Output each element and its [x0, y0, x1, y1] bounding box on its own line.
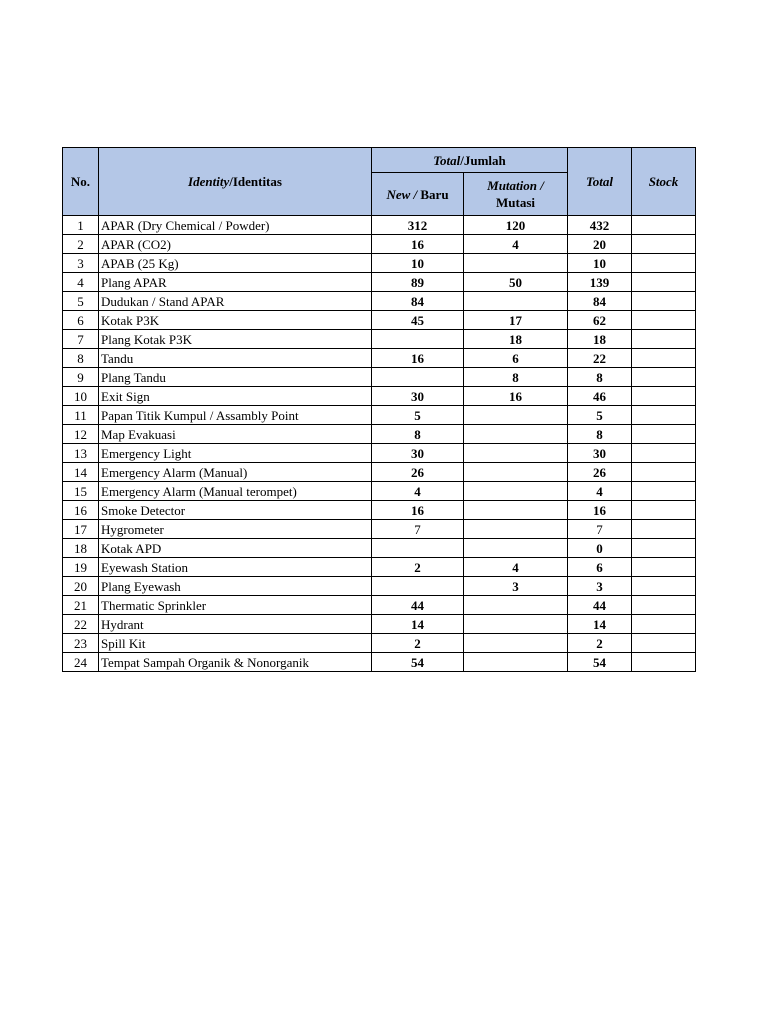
table-row [63, 368, 696, 387]
cell-baru: 14 [372, 615, 464, 634]
cell-mutasi: 4 [464, 235, 568, 254]
cell-no: 24 [63, 653, 99, 672]
cell-no: 13 [63, 444, 99, 463]
table-row [63, 254, 696, 273]
cell-identity: APAR (Dry Chemical / Powder) [99, 216, 372, 235]
table-row [63, 387, 696, 406]
cell-baru: 4 [372, 482, 464, 501]
table-row [63, 653, 696, 672]
cell-stock [632, 634, 696, 653]
cell-total: 62 [568, 311, 632, 330]
header-total-jumlah [372, 148, 568, 173]
header-new-rest: Baru [417, 186, 449, 202]
cell-no: 10 [63, 387, 99, 406]
cell-no: 21 [63, 596, 99, 615]
cell-baru: 44 [372, 596, 464, 615]
cell-no: 6 [63, 311, 99, 330]
table-row [63, 615, 696, 634]
cell-mutasi [464, 634, 568, 653]
table-row [63, 539, 696, 558]
cell-no: 15 [63, 482, 99, 501]
cell-identity: Tempat Sampah Organik & Nonorganik [99, 653, 372, 672]
cell-baru: 54 [372, 653, 464, 672]
cell-no: 17 [63, 520, 99, 539]
cell-total: 14 [568, 615, 632, 634]
cell-total: 20 [568, 235, 632, 254]
cell-no: 1 [63, 216, 99, 235]
header-group-rest: /Jumlah [460, 152, 506, 168]
table-row [63, 349, 696, 368]
cell-total: 44 [568, 596, 632, 615]
cell-baru: 5 [372, 406, 464, 425]
cell-mutasi [464, 292, 568, 311]
cell-identity: Thermatic Sprinkler [99, 596, 372, 615]
cell-mutasi [464, 254, 568, 273]
header-group-italic: Total [433, 152, 461, 168]
cell-identity: Emergency Light [99, 444, 372, 463]
cell-mutasi [464, 482, 568, 501]
cell-total: 10 [568, 254, 632, 273]
cell-total: 54 [568, 653, 632, 672]
cell-stock [632, 577, 696, 596]
cell-mutasi [464, 596, 568, 615]
table-row [63, 311, 696, 330]
cell-baru: 89 [372, 273, 464, 292]
cell-no: 20 [63, 577, 99, 596]
cell-stock [632, 539, 696, 558]
cell-mutasi [464, 539, 568, 558]
header-row-top [63, 148, 696, 173]
cell-no: 16 [63, 501, 99, 520]
cell-baru [372, 330, 464, 349]
table-row [63, 501, 696, 520]
cell-stock [632, 330, 696, 349]
table-row [63, 425, 696, 444]
cell-no: 8 [63, 349, 99, 368]
header-stock: Stock [632, 148, 696, 216]
cell-identity: Exit Sign [99, 387, 372, 406]
table-row [63, 596, 696, 615]
cell-baru: 84 [372, 292, 464, 311]
cell-total: 5 [568, 406, 632, 425]
cell-baru: 30 [372, 444, 464, 463]
cell-stock [632, 596, 696, 615]
cell-identity: Smoke Detector [99, 501, 372, 520]
cell-stock [632, 425, 696, 444]
header-mutation-rest: Mutasi [496, 195, 535, 210]
cell-mutasi: 18 [464, 330, 568, 349]
cell-no: 9 [63, 368, 99, 387]
cell-stock [632, 349, 696, 368]
cell-total: 8 [568, 425, 632, 444]
header-identity [99, 148, 372, 216]
cell-mutasi: 16 [464, 387, 568, 406]
cell-stock [632, 558, 696, 577]
cell-baru: 8 [372, 425, 464, 444]
cell-total: 4 [568, 482, 632, 501]
cell-baru: 45 [372, 311, 464, 330]
cell-total: 16 [568, 501, 632, 520]
cell-mutasi: 50 [464, 273, 568, 292]
table-row [63, 520, 696, 539]
cell-mutasi: 120 [464, 216, 568, 235]
cell-identity: Tandu [99, 349, 372, 368]
cell-identity: Dudukan / Stand APAR [99, 292, 372, 311]
cell-total: 8 [568, 368, 632, 387]
header-mutation-mutasi [464, 173, 568, 216]
cell-no: 22 [63, 615, 99, 634]
cell-no: 4 [63, 273, 99, 292]
cell-no: 7 [63, 330, 99, 349]
cell-baru [372, 577, 464, 596]
cell-mutasi [464, 463, 568, 482]
cell-mutasi [464, 653, 568, 672]
cell-identity: APAB (25 Kg) [99, 254, 372, 273]
cell-total: 6 [568, 558, 632, 577]
cell-mutasi [464, 425, 568, 444]
cell-baru: 26 [372, 463, 464, 482]
cell-no: 19 [63, 558, 99, 577]
cell-stock [632, 653, 696, 672]
cell-baru: 312 [372, 216, 464, 235]
cell-mutasi: 17 [464, 311, 568, 330]
cell-total: 30 [568, 444, 632, 463]
cell-identity: Kotak P3K [99, 311, 372, 330]
table-row [63, 216, 696, 235]
cell-no: 5 [63, 292, 99, 311]
header-mutation-italic: Mutation / [487, 178, 544, 193]
cell-identity: Map Evakuasi [99, 425, 372, 444]
cell-baru: 7 [372, 520, 464, 539]
cell-stock [632, 368, 696, 387]
header-no: No. [63, 148, 99, 216]
cell-stock [632, 216, 696, 235]
cell-baru: 2 [372, 634, 464, 653]
cell-total: 432 [568, 216, 632, 235]
cell-total: 3 [568, 577, 632, 596]
cell-identity: Kotak APD [99, 539, 372, 558]
table-row [63, 273, 696, 292]
cell-mutasi: 4 [464, 558, 568, 577]
cell-baru: 30 [372, 387, 464, 406]
cell-total: 0 [568, 539, 632, 558]
table-body [63, 216, 696, 672]
cell-total: 22 [568, 349, 632, 368]
cell-mutasi: 6 [464, 349, 568, 368]
cell-identity: APAR (CO2) [99, 235, 372, 254]
cell-total: 26 [568, 463, 632, 482]
cell-mutasi: 3 [464, 577, 568, 596]
table-row [63, 634, 696, 653]
cell-identity: Hydrant [99, 615, 372, 634]
cell-identity: Papan Titik Kumpul / Assambly Point [99, 406, 372, 425]
cell-no: 11 [63, 406, 99, 425]
cell-total: 46 [568, 387, 632, 406]
header-total: Total [568, 148, 632, 216]
cell-no: 3 [63, 254, 99, 273]
cell-mutasi [464, 520, 568, 539]
cell-stock [632, 406, 696, 425]
table-header [63, 148, 696, 216]
cell-identity: Emergency Alarm (Manual terompet) [99, 482, 372, 501]
cell-total: 139 [568, 273, 632, 292]
cell-total: 7 [568, 520, 632, 539]
table-row [63, 577, 696, 596]
cell-baru: 16 [372, 235, 464, 254]
cell-identity: Eyewash Station [99, 558, 372, 577]
table-row [63, 235, 696, 254]
header-identity-rest: /Identitas [229, 174, 282, 189]
table-row [63, 406, 696, 425]
cell-no: 2 [63, 235, 99, 254]
cell-baru: 16 [372, 349, 464, 368]
cell-stock [632, 520, 696, 539]
cell-total: 18 [568, 330, 632, 349]
cell-identity: Emergency Alarm (Manual) [99, 463, 372, 482]
cell-identity: Spill Kit [99, 634, 372, 653]
cell-stock [632, 311, 696, 330]
table-row [63, 558, 696, 577]
cell-total: 2 [568, 634, 632, 653]
cell-identity: Plang Kotak P3K [99, 330, 372, 349]
table-row [63, 444, 696, 463]
cell-stock [632, 482, 696, 501]
header-new-baru [372, 173, 464, 216]
cell-no: 18 [63, 539, 99, 558]
inventory-table [62, 147, 696, 672]
cell-stock [632, 444, 696, 463]
cell-no: 12 [63, 425, 99, 444]
cell-stock [632, 254, 696, 273]
cell-stock [632, 235, 696, 254]
cell-stock [632, 501, 696, 520]
cell-baru: 2 [372, 558, 464, 577]
table-row [63, 330, 696, 349]
cell-baru [372, 368, 464, 387]
cell-mutasi [464, 615, 568, 634]
cell-baru: 10 [372, 254, 464, 273]
cell-mutasi: 8 [464, 368, 568, 387]
cell-stock [632, 615, 696, 634]
table-row [63, 482, 696, 501]
cell-identity: Hygrometer [99, 520, 372, 539]
cell-stock [632, 292, 696, 311]
header-new-italic: New / [386, 186, 418, 202]
table-row [63, 463, 696, 482]
cell-identity: Plang APAR [99, 273, 372, 292]
table-row [63, 292, 696, 311]
cell-mutasi [464, 501, 568, 520]
cell-identity: Plang Eyewash [99, 577, 372, 596]
cell-baru: 16 [372, 501, 464, 520]
header-identity-italic: Identity [188, 174, 230, 189]
cell-total: 84 [568, 292, 632, 311]
cell-stock [632, 387, 696, 406]
cell-baru [372, 539, 464, 558]
cell-no: 23 [63, 634, 99, 653]
cell-identity: Plang Tandu [99, 368, 372, 387]
cell-mutasi [464, 406, 568, 425]
cell-no: 14 [63, 463, 99, 482]
cell-stock [632, 273, 696, 292]
cell-mutasi [464, 444, 568, 463]
cell-stock [632, 463, 696, 482]
